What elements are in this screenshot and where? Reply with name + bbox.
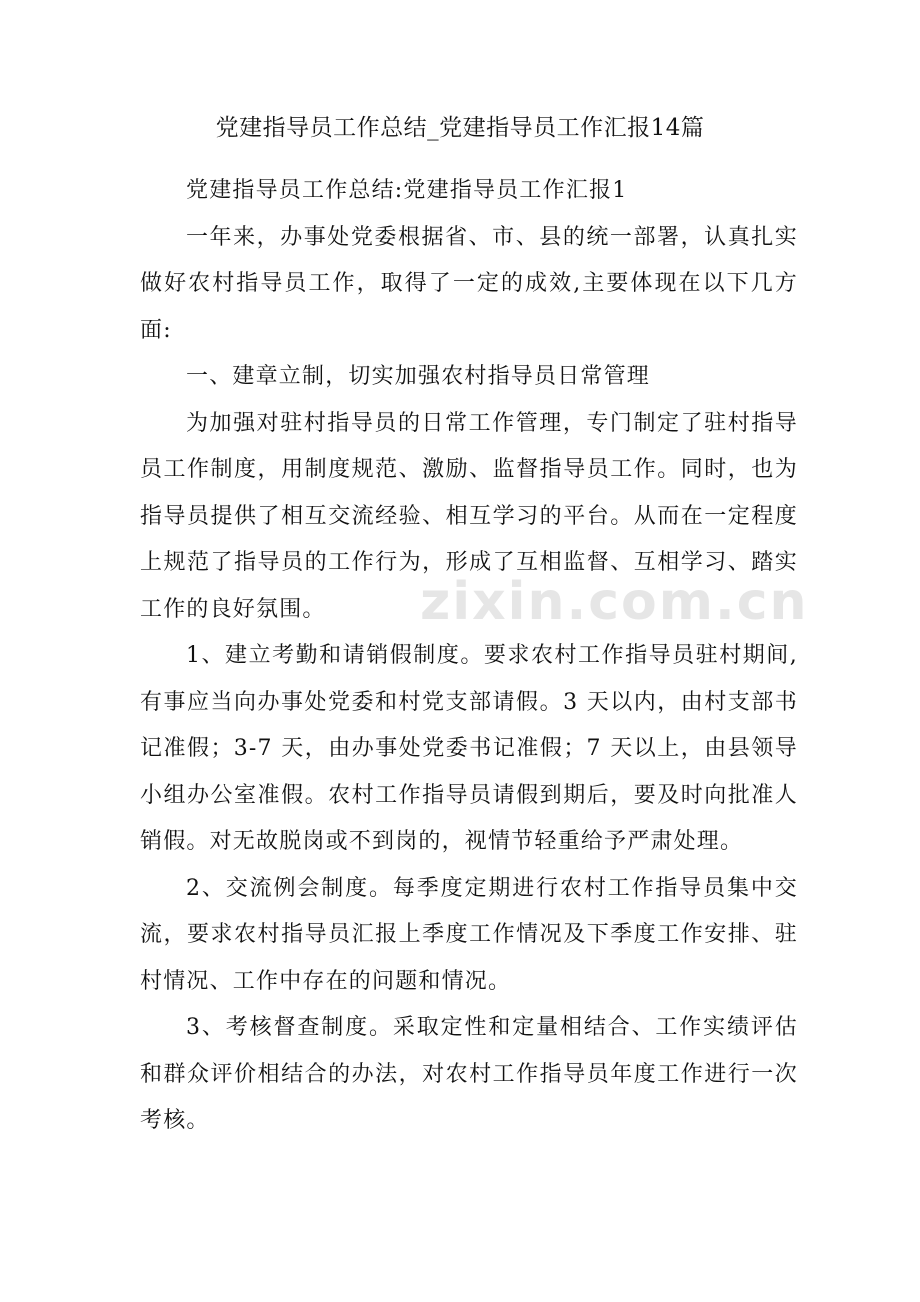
paragraph: 为加强对驻村指导员的日常工作管理，专门制定了驻村指导员工作制度，用制度规范、激励、监督指导员工作。同时，也为指导员提供了相互交流经验、相互学习的平台。从而在一定程度上规范了指导员的工作行为，形成了互相监督、互相学习、踏实工作的良好氛围。 [140,410,798,622]
paragraph: 一年来，办事处党委根据省、市、县的统一部署，认真扎实做好农村指导员工作，取得了一定的成效,主要体现在以下几方面: [140,224,798,343]
document-title: 党建指导员工作总结_党建指导员工作汇报14篇 [215,115,705,141]
list-item: 3、考核督查制度。采取定性和定量相结合、工作实绩评估和群众评价相结合的办法，对农村工作指导员年度工作进行一次考核。 [140,1015,798,1133]
subsection-heading: 一、建章立制，切实加强农村指导员日常管理 [186,364,651,389]
document-body [140,168,798,1145]
watermark: zixin.com.cn [420,572,809,632]
section-heading: 党建指导员工作总结:党建指导员工作汇报1 [186,178,628,203]
list-item: 2、交流例会制度。每季度定期进行农村工作指导员集中交流，要求农村指导员汇报上季度工作情况及下季度工作安排、驻村情况、工作中存在的问题和情况。 [140,875,798,994]
list-item: 1、建立考勤和请销假制度。要求农村工作指导员驻村期间,有事应当向办事处党委和村党支部请假。3 天以内，由村支部书记准假；3-7 天，由办事处党委书记准假；7 天以上，由县领导小组办公室准假。农村工作指导员请假到期后，要及时向批准人销假。对无故脱岗或不到岗的，视情节轻重给予严肃处理。 [140,643,798,854]
